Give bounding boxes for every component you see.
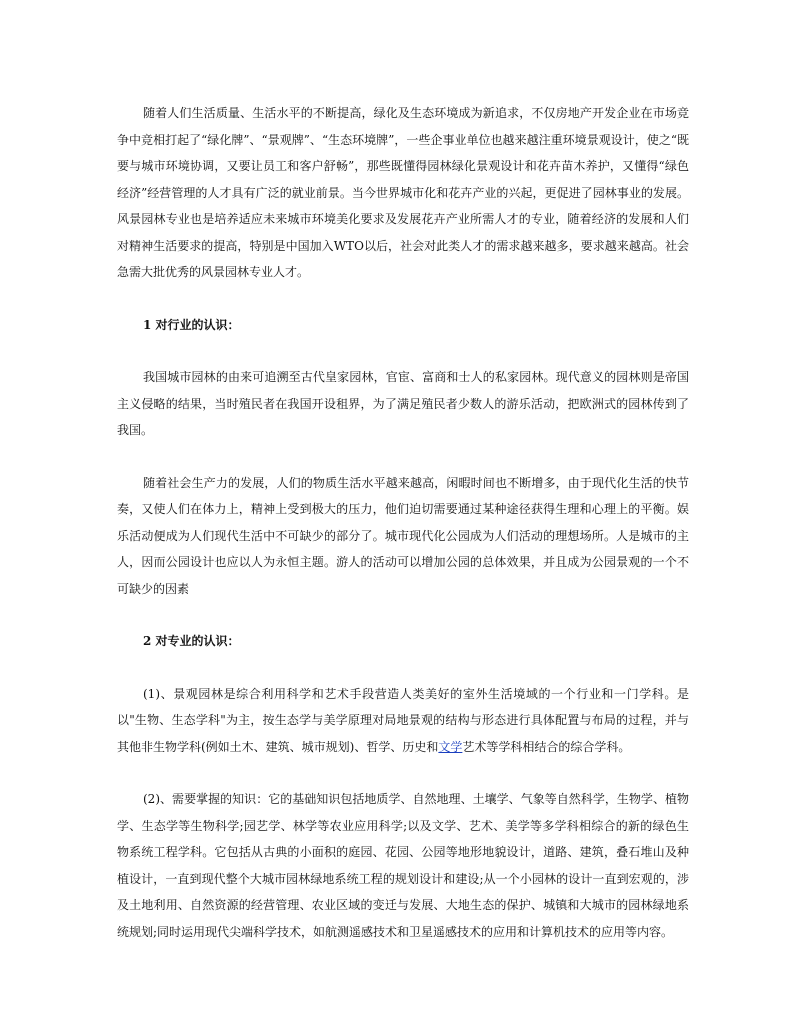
intro-paragraph: 随着人们生活质量、生活水平的不断提高，绿化及生态环境成为新追求，不仅房地产开发企业在市场竞争中竞相打起了“绿化牌”、“景观牌”、“生态环境牌”，一些企事业单位也越来越注重环境景观设计，使之“既要与城市环境协调，又要让员工和客户舒畅”，那些既懂得园林绿化景观设计和花卉苗木养护，又懂得“绿色经济”经营管理的人才具有广泛的就业前景。当今世界城市化和花卉产业的兴起，更促进了园林事业的发展。风景园林专业也是培养适应未来城市环境美化要求及发展花卉产业所需人才的专业，随着经济的发展和人们对精神生活要求的提高，特别是中国加入WTO以后，社会对此类人才的需求越来越多，要求越来越高。社会急需大批优秀的风景园林专业人才。 (117, 106, 689, 279)
section-heading-industry: 1 对行业的认识： (143, 317, 240, 332)
industry-history-paragraph: 我国城市园林的由来可追溯至古代皇家园林，官宦、富商和士人的私家园林。现代意义的园林则是帝国主义侵略的结果，当时殖民者在我国开设租界，为了满足殖民者少数人的游乐活动，把欧洲式的园林传到了我国。 (117, 370, 689, 437)
section-heading-major: 2 对专业的认识： (143, 634, 240, 648)
major-definition-paragraph (117, 681, 689, 761)
major-definition-text-end: 艺术等学科相结合的综合学科。 (462, 739, 631, 754)
literature-link[interactable]: 文学 (438, 739, 463, 754)
major-definition-text: (1)、景观园林是综合利用科学和艺术手段营造人类美好的室外生活境域的一个行业和一门学科。是以"生物、生态学科"为主，按生态学与美学原理对局地景观的结构与形态进行具体配置与布局的过程，并与其他非生物学科(例如土木、建筑、城市规划)、哲学、历史和 (117, 686, 689, 754)
document-body (117, 100, 689, 971)
major-knowledge-paragraph: (2)、需要掌握的知识：它的基础知识包括地质学、自然地理、土壤学、气象等自然科学，生物学、植物学、生态学等生物科学;园艺学、林学等农业应用科学;以及文学、艺术、美学等多学科相综合的新的绿色生物系统工程学科。它包括从古典的小面积的庭园、花园、公园等地形地貌设计，道路、建筑，叠石堆山及种植设计，一直到现代整个大城市园林绿地系统工程的规划设计和建设;从一个小园林的设计一直到宏观的，涉及土地利用、自然资源的经营管理、农业区域的变迁与发展、大地生态的保护、城镇和大城市的园林绿地系统规划;同时运用现代尖端科学技术，如航测遥感技术和卫星遥感技术的应用和计算机技术的应用等内容。 (117, 792, 689, 939)
industry-society-paragraph: 随着社会生产力的发展，人们的物质生活水平越来越高，闲暇时间也不断增多，由于现代化生活的快节奏，又使人们在体力上，精神上受到极大的压力，他们迫切需要通过某种途径获得生理和心理上的平衡。娱乐活动便成为人们现代生活中不可缺少的部分了。城市现代化公园成为人们活动的理想场所。人是城市的主人，因而公园设计也应以人为永恒主题。游人的活动可以增加公园的总体效果，并且成为公园景观的一个不可缺少的因素 (117, 475, 689, 596)
